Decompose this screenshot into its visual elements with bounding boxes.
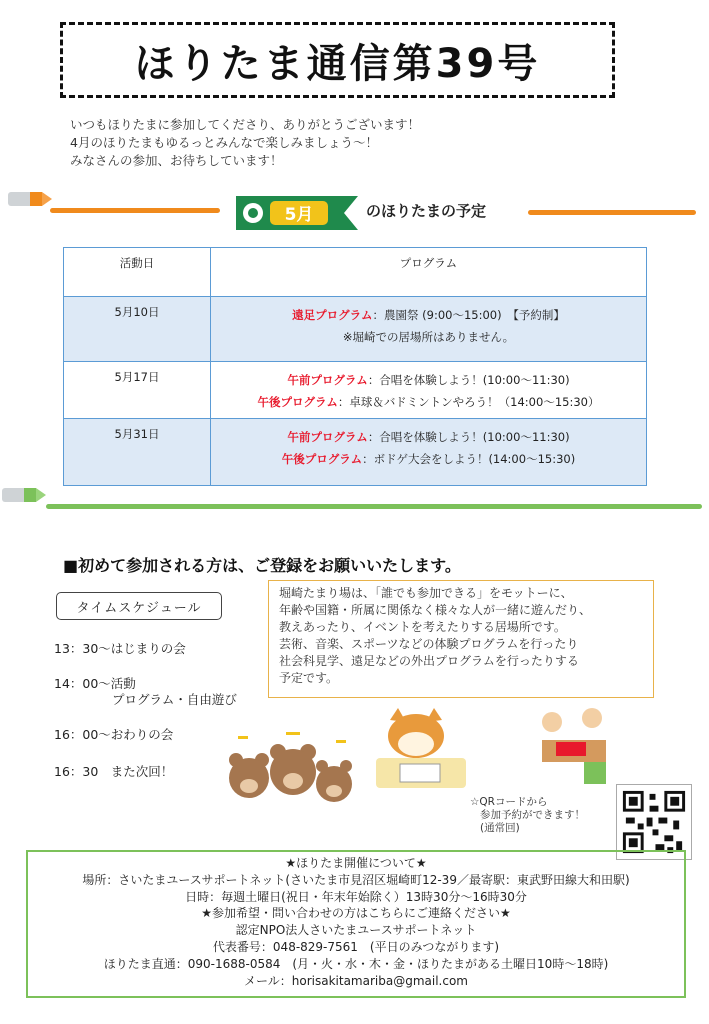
dog-studying-illustration-icon <box>376 708 466 788</box>
footer-email[interactable]: メール：horisakitamariba@gmail.com <box>244 973 468 988</box>
registration-heading: ■初めて参加される方は、ご登録をお願いいたします。 <box>63 556 461 575</box>
timetable-item: 16：00～おわりの会 <box>54 727 174 742</box>
table-row <box>64 297 647 362</box>
qr-caption-line: 参加予約ができます！ <box>480 809 585 821</box>
green-crayon-icon <box>2 484 46 506</box>
about-line: 教えあったり、イベントを考えたりする居場所です。 <box>279 620 566 634</box>
footer-heading: ★ほりたま開催について★ <box>285 856 427 870</box>
orange-divider-right <box>528 210 696 215</box>
footer-direct-phone: ほりたま直通：090-1688-0584 (月・火・水・木・金・ほりたまがある土曜日10時～18時) <box>103 956 609 971</box>
green-divider <box>46 504 702 509</box>
program-text: ：合唱を体験しよう！(10:00～11:30) <box>367 430 570 444</box>
about-line: 社会科見学、遠足などの外出プログラムを行ったりする <box>279 654 579 668</box>
footer-datetime: 日時：毎週土曜日(祝日・年末年始除く）13時30分～16時30分 <box>185 889 527 904</box>
program-label: 午後プログラム <box>281 452 363 466</box>
table-row <box>64 419 647 486</box>
intro-line-3: みなさんの参加、お待ちしています！ <box>70 153 283 168</box>
qr-caption-line: (通常回) <box>480 822 520 834</box>
program-label: 遠足プログラム <box>292 308 373 322</box>
timetable-label: タイムスケジュール <box>56 592 222 620</box>
table-header-row <box>64 248 647 297</box>
qr-caption-line: ☆QRコードから <box>470 796 548 808</box>
about-line: 予定です。 <box>279 671 339 685</box>
timetable-item: 13：30～はじまりの会 <box>54 641 186 656</box>
timetable-item: プログラム・自由遊び <box>112 692 237 707</box>
row-program <box>211 419 647 486</box>
table-row <box>64 362 647 419</box>
program-label: 午前プログラム <box>287 373 368 387</box>
intro-line-2: 4月のほりたまもゆるっとみんなで楽しみましょう～！ <box>70 135 378 150</box>
about-box <box>268 580 654 698</box>
header-date: 活動日 <box>64 248 211 297</box>
row-program <box>211 362 647 419</box>
row-date: 5月10日 <box>64 297 211 362</box>
footer-contact-heading: ★参加希望・問い合わせの方はこちらにご連絡ください★ <box>201 906 511 921</box>
program-text: ：農園祭 (9:00～15:00) 【予約制】 <box>372 308 565 322</box>
footer-organization: 認定NPO法人さいたまユースサポートネット <box>235 923 477 938</box>
timetable-item: 14：00～活動 <box>54 676 136 691</box>
program-label: 午後プログラム <box>257 395 338 409</box>
program-note: ※堀崎での居場所はありません。 <box>342 330 515 344</box>
page-title: ほりたま通信第39号 <box>134 40 541 87</box>
orange-crayon-icon <box>8 188 52 210</box>
header-program: プログラム <box>211 248 647 297</box>
title-frame <box>60 22 615 98</box>
about-line: 芸術、音楽、スポーツなどの体験プログラムを行ったり <box>279 637 579 651</box>
row-date: 5月31日 <box>64 419 211 486</box>
bears-illustration-icon <box>226 730 356 820</box>
footer-info-box <box>26 850 686 998</box>
footer-phone: 代表番号：048-829-7561 (平日のみつながります) <box>212 939 500 954</box>
about-line: 年齢や国籍・所属に関係なく様々な人が一緒に遊んだり、 <box>279 603 592 617</box>
qr-caption <box>470 796 585 835</box>
may-badge-label: 5月 <box>284 205 314 225</box>
program-text: ：ボドゲ大会をしよう！(14:00～15:30) <box>362 452 576 466</box>
program-text: ：卓球＆バドミントンやろう！（14:00～15:30） <box>337 395 600 409</box>
children-playing-illustration-icon <box>536 706 612 788</box>
row-date: 5月17日 <box>64 362 211 419</box>
schedule-heading: のほりたまの予定 <box>366 202 487 220</box>
orange-divider-left <box>50 208 220 213</box>
intro-line-1: いつもほりたまに参加してくださり、ありがとうございます！ <box>70 117 421 132</box>
about-line: 堀崎たまり場は、「誰でも参加できる」をモットーに、 <box>279 586 573 600</box>
qr-code-icon[interactable] <box>616 784 692 860</box>
program-label: 午前プログラム <box>287 430 368 444</box>
timetable-item: 16：30 また次回！ <box>54 764 174 779</box>
program-text: ：合唱を体験しよう！(10:00～11:30) <box>367 373 570 387</box>
footer-location: 場所：さいたまユースサポートネット(さいたま市見沼区堀崎町12-39／最寄駅：東武野田線大和田駅) <box>82 872 630 887</box>
row-program <box>211 297 647 362</box>
schedule-table <box>63 247 647 486</box>
